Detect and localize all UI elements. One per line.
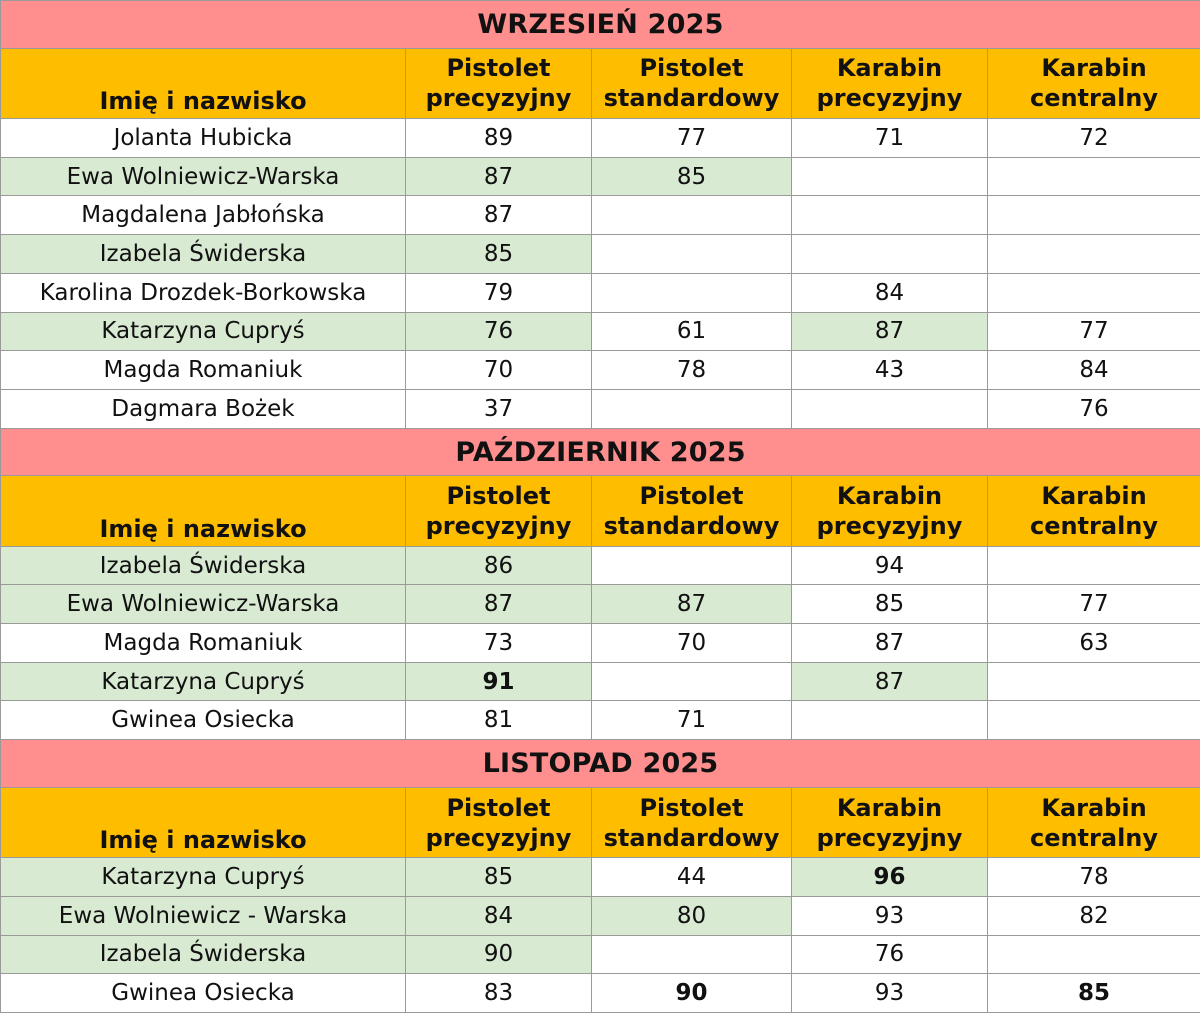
score-karabin-precyzyjny: 71 [792,119,988,158]
score-pistolet-standardowy [592,935,792,974]
score-pistolet-precyzyjny: 86 [406,546,592,585]
score-pistolet-precyzyjny: 81 [406,701,592,740]
table-row [1,662,1200,701]
table-row [1,896,1200,935]
score-pistolet-standardowy [592,196,792,235]
header-karabin-centralny: Karabin centralny [988,476,1200,546]
score-pistolet-standardowy: 44 [592,858,792,897]
table-row [1,119,1200,158]
score-pistolet-precyzyjny: 87 [406,196,592,235]
column-header-row [1,787,1200,857]
participant-name: Katarzyna Cupryś [1,312,406,351]
score-pistolet-standardowy: 70 [592,624,792,663]
header-name: Imię i nazwisko [1,787,406,857]
score-karabin-precyzyjny [792,389,988,428]
score-karabin-centralny: 77 [988,585,1200,624]
score-pistolet-standardowy: 80 [592,896,792,935]
table-row [1,235,1200,274]
header-pistolet-standardowy: Pistolet standardowy [592,48,792,118]
table-row [1,351,1200,390]
participant-name: Magda Romaniuk [1,351,406,390]
score-karabin-centralny: 84 [988,351,1200,390]
table-row [1,858,1200,897]
results-table-body [1,1,1200,1013]
score-pistolet-precyzyjny: 89 [406,119,592,158]
header-karabin-precyzyjny: Karabin precyzyjny [792,476,988,546]
score-pistolet-precyzyjny: 37 [406,389,592,428]
header-pistolet-precyzyjny: Pistolet precyzyjny [406,48,592,118]
table-row [1,312,1200,351]
score-karabin-precyzyjny [792,701,988,740]
participant-name: Izabela Świderska [1,935,406,974]
participant-name: Magda Romaniuk [1,624,406,663]
score-karabin-centralny: 77 [988,312,1200,351]
score-pistolet-precyzyjny: 85 [406,858,592,897]
score-karabin-precyzyjny: 84 [792,273,988,312]
score-karabin-precyzyjny: 96 [792,858,988,897]
month-title-row [1,428,1200,476]
score-karabin-centralny: 85 [988,974,1200,1013]
participant-name: Jolanta Hubicka [1,119,406,158]
score-karabin-centralny [988,662,1200,701]
score-pistolet-standardowy: 78 [592,351,792,390]
table-row [1,273,1200,312]
participant-name: Ewa Wolniewicz-Warska [1,585,406,624]
header-name: Imię i nazwisko [1,48,406,118]
score-pistolet-precyzyjny: 91 [406,662,592,701]
score-karabin-centralny [988,701,1200,740]
score-karabin-precyzyjny: 76 [792,935,988,974]
score-pistolet-precyzyjny: 73 [406,624,592,663]
participant-name: Ewa Wolniewicz - Warska [1,896,406,935]
score-karabin-centralny: 78 [988,858,1200,897]
table-row [1,624,1200,663]
month-title: LISTOPAD 2025 [1,740,1200,788]
header-pistolet-precyzyjny: Pistolet precyzyjny [406,476,592,546]
participant-name: Ewa Wolniewicz-Warska [1,157,406,196]
score-karabin-precyzyjny: 87 [792,662,988,701]
score-pistolet-precyzyjny: 79 [406,273,592,312]
score-karabin-centralny: 72 [988,119,1200,158]
header-pistolet-standardowy: Pistolet standardowy [592,787,792,857]
score-karabin-centralny: 63 [988,624,1200,663]
table-row [1,157,1200,196]
month-title-row [1,1,1200,49]
score-karabin-centralny [988,546,1200,585]
participant-name: Katarzyna Cupryś [1,858,406,897]
score-pistolet-precyzyjny: 76 [406,312,592,351]
score-pistolet-standardowy: 71 [592,701,792,740]
score-karabin-precyzyjny: 93 [792,896,988,935]
score-karabin-precyzyjny: 87 [792,624,988,663]
score-karabin-precyzyjny: 43 [792,351,988,390]
participant-name: Karolina Drozdek-Borkowska [1,273,406,312]
score-pistolet-precyzyjny: 87 [406,157,592,196]
month-title: WRZESIEŃ 2025 [1,1,1200,49]
score-karabin-centralny [988,235,1200,274]
participant-name: Izabela Świderska [1,546,406,585]
score-pistolet-standardowy: 77 [592,119,792,158]
header-karabin-precyzyjny: Karabin precyzyjny [792,787,988,857]
score-pistolet-precyzyjny: 87 [406,585,592,624]
table-row [1,701,1200,740]
score-pistolet-precyzyjny: 84 [406,896,592,935]
table-row [1,389,1200,428]
score-pistolet-standardowy [592,235,792,274]
participant-name: Dagmara Bożek [1,389,406,428]
score-pistolet-precyzyjny: 83 [406,974,592,1013]
table-row [1,585,1200,624]
score-karabin-centralny [988,157,1200,196]
score-karabin-precyzyjny [792,196,988,235]
score-pistolet-standardowy [592,662,792,701]
participant-name: Katarzyna Cupryś [1,662,406,701]
score-pistolet-standardowy: 61 [592,312,792,351]
header-karabin-precyzyjny: Karabin precyzyjny [792,48,988,118]
month-title-row [1,740,1200,788]
participant-name: Magdalena Jabłońska [1,196,406,235]
score-karabin-precyzyjny: 85 [792,585,988,624]
header-pistolet-standardowy: Pistolet standardowy [592,476,792,546]
score-pistolet-precyzyjny: 85 [406,235,592,274]
table-row [1,974,1200,1013]
score-karabin-centralny [988,196,1200,235]
score-karabin-precyzyjny [792,157,988,196]
header-karabin-centralny: Karabin centralny [988,787,1200,857]
score-karabin-centralny: 82 [988,896,1200,935]
table-row [1,546,1200,585]
score-karabin-precyzyjny: 94 [792,546,988,585]
score-pistolet-precyzyjny: 70 [406,351,592,390]
header-pistolet-precyzyjny: Pistolet precyzyjny [406,787,592,857]
column-header-row [1,48,1200,118]
score-karabin-precyzyjny [792,235,988,274]
table-row [1,935,1200,974]
score-pistolet-standardowy [592,389,792,428]
score-karabin-precyzyjny: 87 [792,312,988,351]
score-karabin-precyzyjny: 93 [792,974,988,1013]
table-row [1,196,1200,235]
header-karabin-centralny: Karabin centralny [988,48,1200,118]
score-pistolet-standardowy [592,273,792,312]
score-karabin-centralny [988,935,1200,974]
month-title: PAŹDZIERNIK 2025 [1,428,1200,476]
participant-name: Gwinea Osiecka [1,701,406,740]
participant-name: Gwinea Osiecka [1,974,406,1013]
score-pistolet-precyzyjny: 90 [406,935,592,974]
score-pistolet-standardowy: 87 [592,585,792,624]
score-karabin-centralny: 76 [988,389,1200,428]
participant-name: Izabela Świderska [1,235,406,274]
score-pistolet-standardowy: 85 [592,157,792,196]
header-name: Imię i nazwisko [1,476,406,546]
score-karabin-centralny [988,273,1200,312]
column-header-row [1,476,1200,546]
score-pistolet-standardowy: 90 [592,974,792,1013]
score-pistolet-standardowy [592,546,792,585]
